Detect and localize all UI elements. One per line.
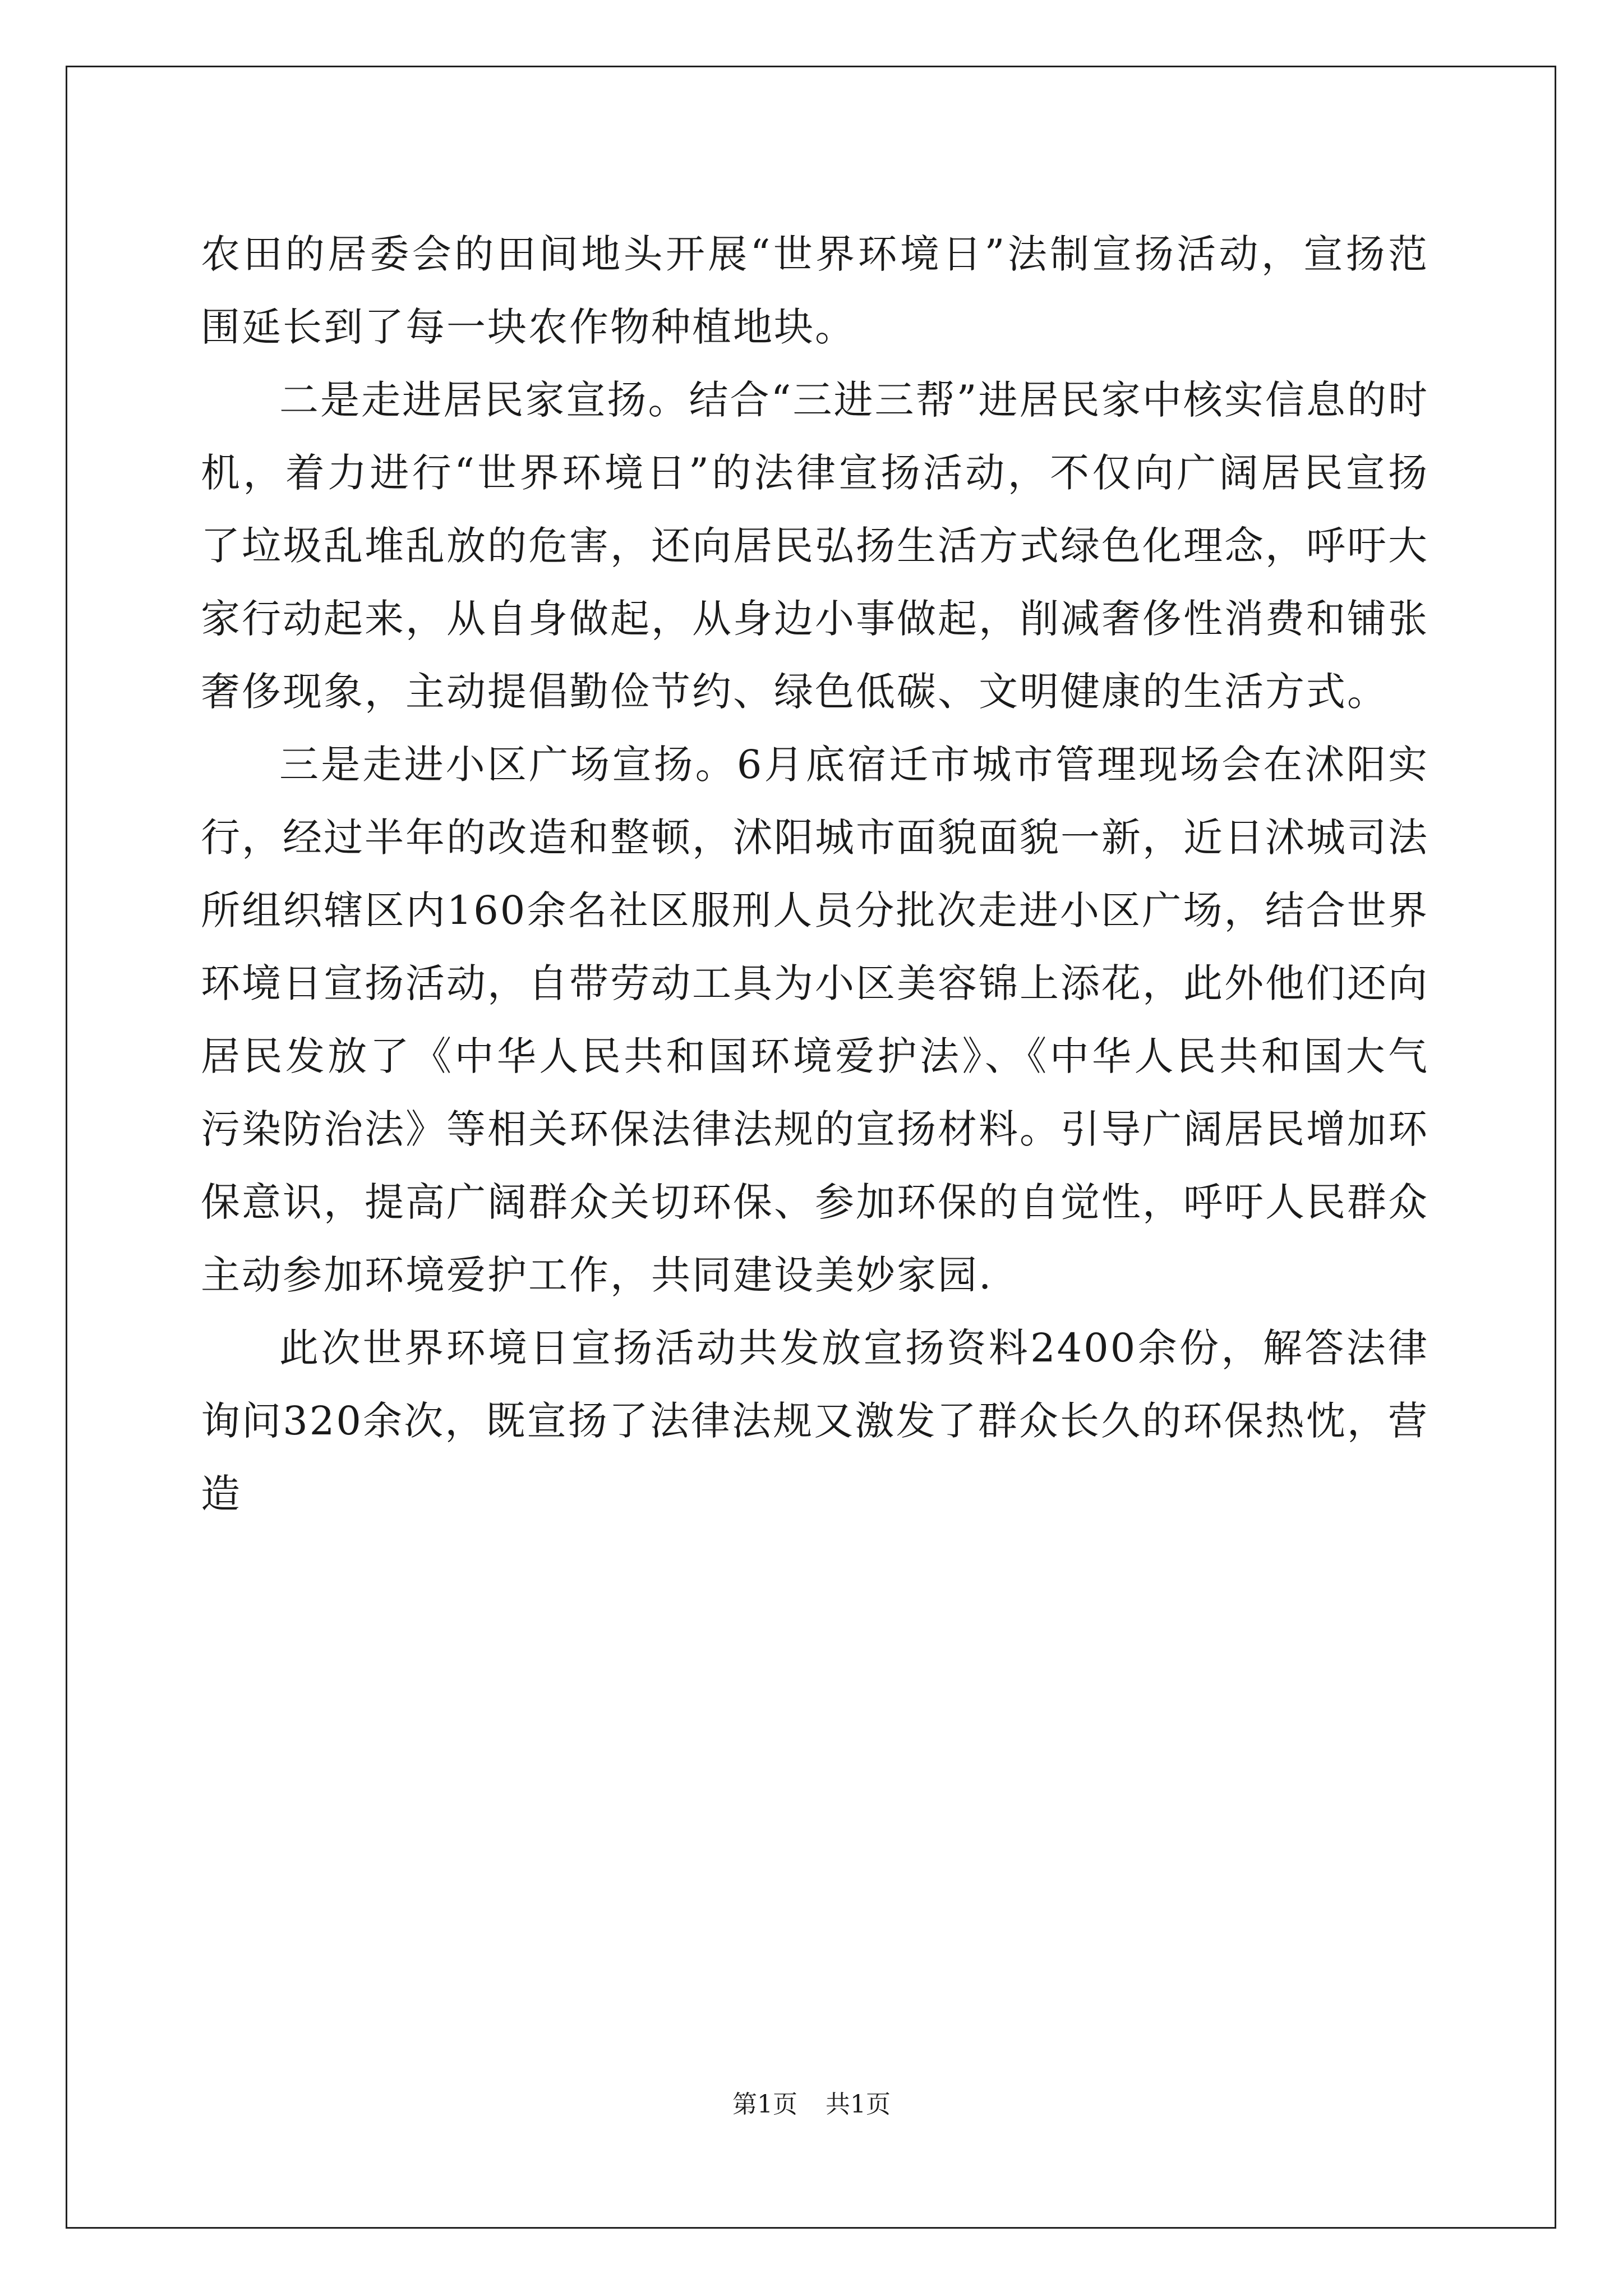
page-total: 共1页	[826, 2090, 891, 2119]
page-footer	[0, 2088, 1623, 2122]
paragraph-2: 二是走进居民家宣扬。结合“三进三帮”进居民家中核实信息的时机，着力进行“世界环境日”的法律宣扬活动，不仅向广阔居民宣扬了垃圾乱堆乱放的危害，还向居民弘扬生活方式绿色化理念，呼吁大家行动起来，从自身做起，从身边小事做起，削减奢侈性消费和铺张奢侈现象，主动提倡勤俭节约、绿色低碳、文明健康的生活方式。	[201, 377, 1429, 715]
paragraph-4: 此次世界环境日宣扬活动共发放宣扬资料2400余份，解答法律询问320余次，既宣扬了法律法规又激发了群众长久的环保热忱，营造	[201, 1325, 1429, 1517]
paragraph-3: 三是走进小区广场宣扬。6月底宿迁市城市管理现场会在沭阳实行，经过半年的改造和整顿，沭阳城市面貌面貌一新，近日沭城司法所组织辖区内160余名社区服刑人员分批次走进小区广场，结合世界环境日宣扬活动，自带劳动工具为小区美容锦上添花，此外他们还向居民发放了《中华人民共和国环境爱护法》、《中华人民共和国大气污染防治法》等相关环保法律法规的宣扬材料。引导广阔居民增加环保意识，提高广阔群众关切环保、参加环保的自觉性，呼吁人民群众主动参加环境爱护工作，共同建设美妙家园.	[201, 742, 1429, 1298]
document-body	[201, 218, 1429, 1530]
paragraph-1: 农田的居委会的田间地头开展“世界环境日”法制宣扬活动，宣扬范围延长到了每一块农作物种植地块。	[201, 231, 1429, 350]
page-number: 第1页	[732, 2090, 797, 2119]
